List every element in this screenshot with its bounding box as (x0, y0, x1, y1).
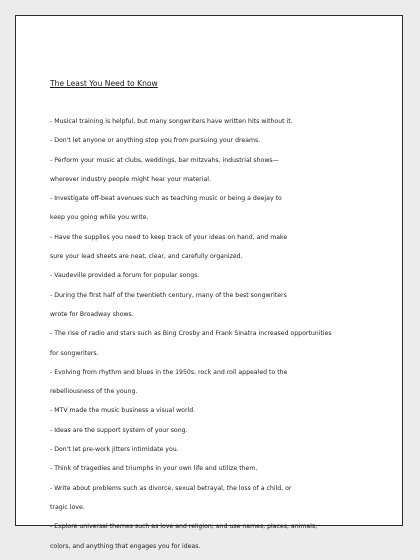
text-line: - Write about problems such as divorce, sexual betrayal, the loss of a child, or (50, 484, 292, 492)
text-line: rebelliousness of the young. (50, 388, 138, 396)
text-line: - Vaudeville provided a forum for popular songs. (50, 272, 200, 280)
text-line: - Have the supplies you need to keep track of your ideas on hand, and make (50, 233, 288, 241)
text-line: tragic love. (50, 503, 85, 511)
document-page (15, 15, 403, 550)
text-line: - During the first half of the twentieth century, many of the best songwriters (50, 291, 287, 299)
text-line: - Don't let anyone or anything stop you from pursuing your dreams. (50, 137, 261, 145)
text-line: wherever industry people might hear your material. (50, 175, 211, 183)
text-line: colors, and anything that engages you for ideas. (50, 542, 201, 550)
page-title: The Least You Need to Know (50, 79, 158, 88)
text-line: - MTV made the music business a visual world. (50, 407, 196, 415)
text-line: - Think of tragedies and triumphs in your own life and utilize them. (50, 465, 258, 473)
text-line: sure your lead sheets are neat, clear, and carefully organized. (50, 253, 243, 261)
text-line: - Don't let pre-work jitters intimidate you. (50, 446, 179, 454)
text-line: keep you going while you write. (50, 214, 149, 222)
text-line: - Perform your music at clubs, weddings, bar mitzvahs, industrial shows— (50, 156, 279, 164)
text-line: - Investigate off-beat avenues such as teaching music or being a deejay to (50, 195, 282, 203)
text-line: for songwriters. (50, 349, 99, 357)
summary-list (50, 116, 390, 560)
text-line: wrote for Broadway shows. (50, 310, 134, 318)
text-line: - Ideas are the support system of your song. (50, 426, 188, 434)
text-line: - Musical training is helpful, but many songwriters have written hits without it. (50, 118, 293, 125)
text-line: - Explore universal themes such as love and religion; and use names, places, animals, (50, 523, 318, 531)
text-line: - Evolving from rhythm and blues in the 1950s, rock and roll appealed to the (50, 368, 288, 376)
text-line: - The rise of radio and stars such as Bing Crosby and Frank Sinatra increased opportunities (50, 330, 332, 338)
